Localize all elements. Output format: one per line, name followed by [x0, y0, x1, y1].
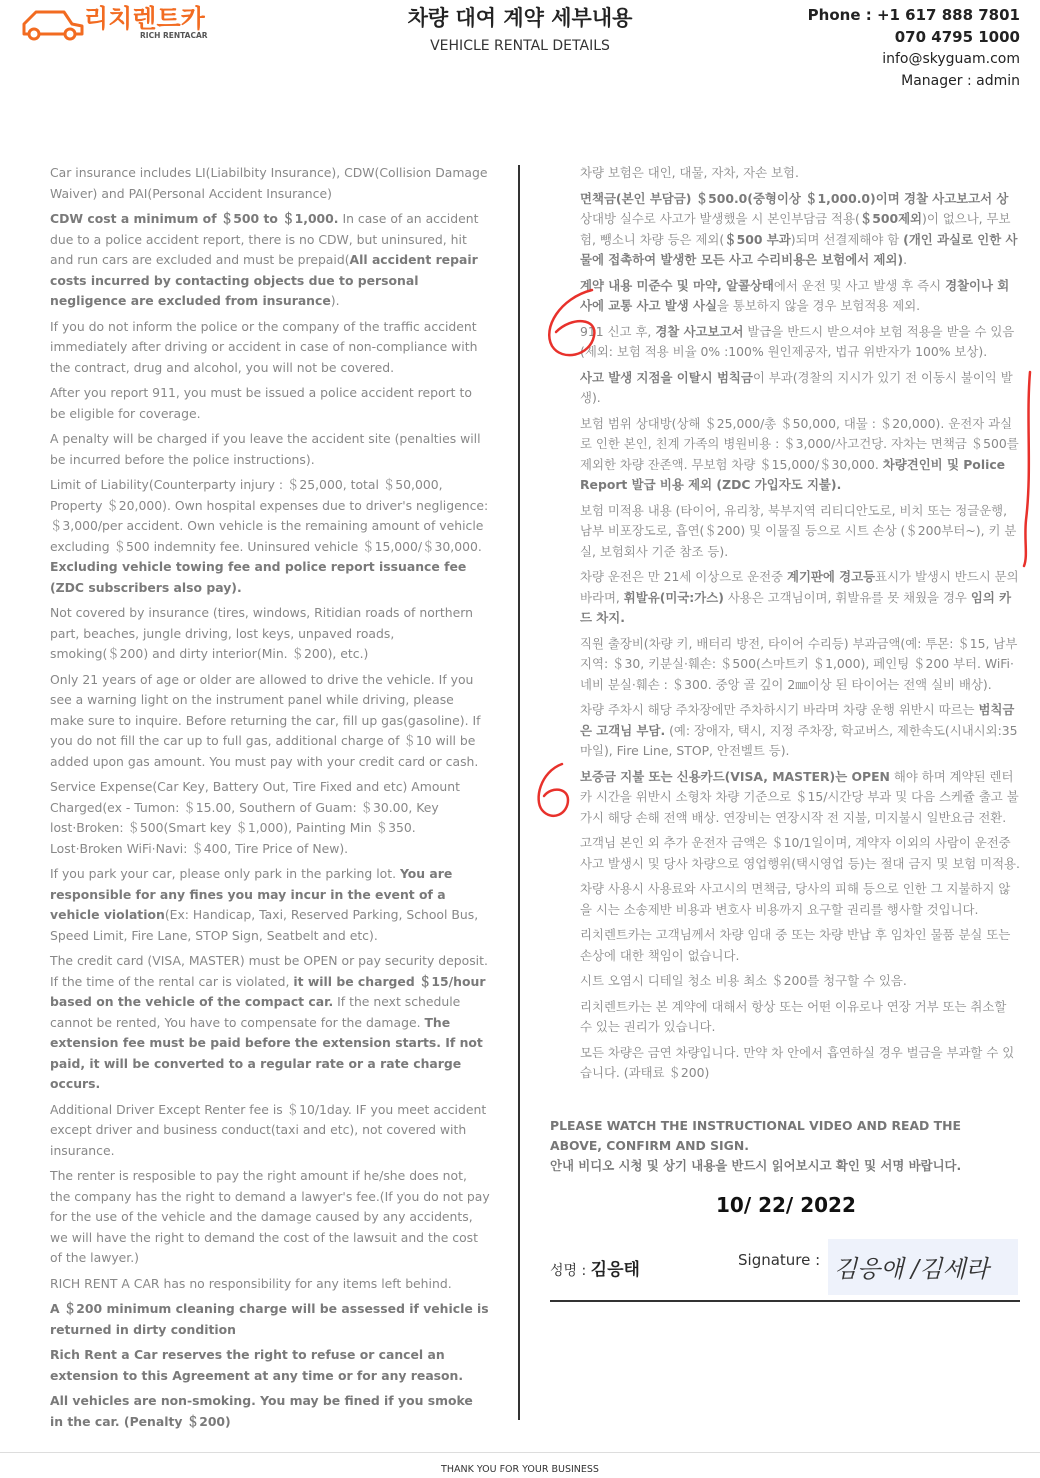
term-left-behind: RICH RENT A CAR has no responsibility for any items left behind. [50, 1275, 452, 1291]
contact-block [808, 4, 1020, 92]
logo-text-en: RICH RENTACAR [140, 31, 208, 40]
term-penalty: A penalty will be charged if you leave the accident site (penalties will be incurred before the police instructions). [50, 431, 481, 467]
term-ko-insurance: 차량 보험은 대인, 대물, 자차, 자손 보험. [580, 165, 799, 180]
term-ko-extension: 리치렌트카는 본 계약에 대해서 항상 또는 어떤 이유로나 연장 거부 또는 취소할 수 있는 권리가 있습니다. [580, 998, 1007, 1034]
terms-korean [580, 163, 1020, 1089]
term-ko-911: 911 신고 후, 경찰 사고보고서 발급을 반드시 받으셔야 보험 적용을 받을 수 있음(제외: 보험 적용 비율 0% :100% 원인제공자, 법규 위반자가 100% 보상). [580, 323, 1015, 359]
term-insurance: Car insurance includes LI(Liabilbity Insurance), CDW(Collision Damage Waiver) and PAI(Personal Accident Insurance) [50, 165, 488, 201]
signature-label: Signature : [738, 1251, 821, 1269]
email: info@skyguam.com [882, 51, 1020, 67]
term-non-smoking: All vehicles are non-smoking. You may be fined if you smoke in the car. (Penalty ＄200) [50, 1393, 473, 1429]
term-ko-noncompliance: 계약 내용 미준수 및 마약, 알콜상태에서 운전 및 사고 발생 후 즉시 경찰이나 회사에 교통 사고 발생 사실을 통보하지 않을 경우 보험적용 제외. [580, 277, 1010, 313]
term-ko-cleaning: 시트 오염시 디테일 청소 비용 최소 ＄200를 청구할 수 있음. [580, 973, 907, 988]
manager: Manager : admin [901, 73, 1020, 89]
term-ko-not-covered: 보험 미적용 내용 (타이어, 유리창, 북부지역 리티디안도로, 비치 또는 정글운행, 남부 비포장도로, 흡연(＄200) 및 이물질 등으로 시트 손상 (＄200부터~), 키 분실, 보험회사 기준 참조 등). [580, 502, 1017, 559]
logo-text-ko: 리치렌트카 [84, 4, 205, 33]
annotation-bracket [1024, 372, 1030, 566]
term-cdw: CDW cost a minimum of ＄500 to ＄1,000. In case of an accident due to a police accident report, there is no CDW, but uninsured, hit and run cars are excluded and must be prepaid(All accident repair costs incurred by contacting objects due to personal negligence are excluded from insurance). [50, 211, 479, 308]
handwritten-signature: 김응애 /김세라 [834, 1255, 989, 1283]
signer-name: 김응태 [590, 1260, 640, 1280]
term-additional-driver: Additional Driver Except Renter fee is ＄10/1day. IF you meet accident except driver and business conduct(taxi and etc), not covered with insurance. [50, 1101, 487, 1158]
term-cleaning: A ＄200 minimum cleaning charge will be assessed if vehicle is returned in dirty condition [50, 1301, 489, 1337]
term-ko-parking: 차량 주차시 해당 주차장에만 주차하시기 바라며 차량 운행 위반시 따르는 범칙금은 고객님 부담. (예: 장애자, 택시, 지정 주차장, 학교버스, 제한속도(시내시외:35마일), Fire Line, STOP, 안전벨트 등). [580, 702, 1018, 758]
name-label: 성명 : [550, 1263, 591, 1279]
phone-number-kr: 070 4795 1000 [894, 28, 1020, 46]
term-liability: Limit of Liability(Counterparty injury : ＄25,000, total ＄50,000, Property ＄20,000). Own hospital expenses due to driver's negligence: ＄3,000/per accident. Own vehicle is the remaining amount of vehicle excluding ＄500 indemnity fee. Uninsured vehicle ＄15,000/＄30,000. Excluding vehicle towing fee and police report issuance fee (ZDC subscribers also pay). [50, 477, 489, 595]
footer-text: THANK YOU FOR YOUR BUSINESS [441, 1464, 599, 1475]
name-field [550, 1255, 640, 1280]
term-ko-liability: 보험 범위 상대방(상해 ＄25,000/총 ＄50,000, 대물 : ＄20,000). 운전자 과실로 인한 본인, 친계 가족의 병원비용 : ＄3,000/사고건당. 자차는 면책금 ＄500를 제외한 차량 잔존액. 무보험 차량 ＄15,000/＄30,000. 차량견인비 및 Police Report 발급 비용 제외 (ZDC 가입자도 지불). [580, 415, 1019, 492]
term-ko-deposit: 보증금 지불 또는 신용카드(VISA, MASTER)는 OPEN 해야 하며 계약된 렌터카 시간을 위반시 소형차 차량 기준으로 ＄15/시간당 부과 및 다음 스케쥴 출고 불가시 해당 손해 전액 배상. 연장비는 연장시작 전 지불, 미지불시 일반요금 전환. [580, 768, 1019, 825]
term-lawyer-fee: The renter is resposible to pay the right amount if he/she does not, the company has the right to demand a lawyer's fee.(If you do not pay for the use of the vehicle and the damage caused by any accidents, we will have the right to demand the cost of the lawsuit and the cost of the lawyer.) [50, 1168, 490, 1265]
signature-row [550, 1245, 1020, 1299]
phone-number: Phone : +1 617 888 7801 [807, 6, 1020, 24]
term-ko-age-gas: 차량 운전은 만 21세 이상으로 운전중 계기판에 경고등표시가 발생시 반드시 문의 바라며, 휘발유(미국:가스) 사용은 고객님이며, 휘발유를 못 채웠을 경우 임의 카드 차지. [580, 569, 1019, 625]
term-ko-left-behind: 리치렌트카는 고객님께서 차량 임대 중 또는 차량 반납 후 임차인 물품 분실 또는 손상에 대한 책임이 없습니다. [580, 927, 1011, 963]
term-extension: Rich Rent a Car reserves the right to refuse or cancel an extension to this Agreement at any time or for any reason. [50, 1347, 464, 1383]
term-parking: If you park your car, please only park in the parking lot. You are responsible for any fines you may incur in the event of a vehicle violation(Ex: Handicap, Taxi, Reserved Parking, School Bus, Speed Limit, Fire Lane, STOP Sign, Seatbelt and etc). [50, 866, 479, 943]
term-age-gas: Only 21 years of age or older are allowed to drive the vehicle. If you see a warning light on the instrument panel while driving, please make sure to inquire. Before returning the car, fill up gas(gasoline). If you do not fill the car up to full gas, additional charge of ＄10 will be added upon gas amount. You must pay with your credit card or cash. [50, 671, 481, 769]
term-ko-penalty: 사고 발생 지점을 이탈시 범칙금이 부과(경찰의 지시가 있기 전 이동시 불이익 발생). [580, 369, 1013, 405]
signature-line [550, 1300, 1020, 1302]
document-title-en: VEHICLE RENTAL DETAILS [430, 38, 610, 54]
term-ko-additional-driver: 고객님 본인 외 추가 운전자 금액은 ＄10/1일이며, 계약자 이외의 사람이 운전중 사고 발생시 및 당사 차량으로 영업행위(택시영업 등)는 절대 금지 및 보험 미적용. [580, 835, 1020, 871]
term-ko-deductible: 면책금(본인 부담금) ＄500.0(중형이상 ＄1,000.0)이며 경찰 사고보고서 상 상대방 실수로 사고가 발생했을 시 본인부담금 적용(＄500제외)이 없으나, 무보험, 뺑소니 차량 등은 제외(＄500 부과)되며 선결제해야 함 (개인 과실로 인한 사물에 접촉하여 발생한 모든 사고 수리비용은 보험에서 제외). [580, 190, 1018, 267]
term-ko-non-smoking: 모든 차량은 금연 차량입니다. 만약 차 안에서 흡연하실 경우 벌금을 부과할 수 있습니다. (과태료 ＄200) [580, 1044, 1015, 1080]
sign-notice [550, 1116, 1010, 1176]
term-ko-lawsuit: 차량 사용시 사용료와 사고시의 면책금, 당사의 피해 등으로 인한 그 지불하지 않을 시는 소송제반 비용과 변호사 비용까지 요구할 권리를 행사할 것입니다. [580, 881, 1011, 917]
term-ko-service: 직원 출장비(차량 키, 배터리 방전, 타이어 수리등) 부과금액(예: 투몬: ＄15, 남부지역: ＄30, 키분실·훼손: ＄500(스마트키 ＄1,000), 페인팅 ＄200 부터. WiFi·네비 분실·훼손 : ＄300. 중앙 골 깊이 2㎜이상 된 타이어는 전액 실비 배상). [580, 635, 1018, 692]
contract-date: 10/ 22/ 2022 [716, 1193, 856, 1217]
term-not-covered: Not covered by insurance (tires, windows, Ritidian roads of northern part, beaches, jungle driving, lost keys, unpaved roads, smoking(＄200) and dirty interior(Min. ＄200), etc.) [50, 605, 473, 661]
document-title-ko: 차량 대여 계약 세부내용 [407, 6, 633, 30]
sign-notice-ko: 안내 비디오 시청 및 상기 내용을 반드시 읽어보시고 확인 및 서명 바랍니다. [550, 1158, 962, 1173]
terms-english [50, 163, 490, 1437]
term-credit-card: The credit card (VISA, MASTER) must be OPEN or pay security deposit. If the time of the rental car is violated, it will be charged ＄15/hour based on the vehicle of the compact car. If the next schedule cannot be rented, You have to compensate for the damage. The extension fee must be paid before the extension starts. If not paid, it will be converted to a regular rate or a rate charge occurs. [50, 953, 488, 1091]
sign-notice-en: PLEASE WATCH THE INSTRUCTIONAL VIDEO AND READ THE ABOVE, CONFIRM AND SIGN. [550, 1118, 961, 1153]
term-notify-police: If you do not inform the police or the company of the traffic accident immediately after driving or accident in case of non-compliance with the contract, drug and alcohol, you will not be covered. [50, 318, 478, 375]
signature-box[interactable] [828, 1239, 1018, 1295]
footer-rule [0, 1452, 1040, 1453]
term-service-expense: Service Expense(Car Key, Battery Out, Tire Fixed and etc) Amount Charged(ex - Tumon: ＄15.00, Southern of Guam: ＄30.00, Key lost·Broken: ＄500(Smart key ＄1,000), Painting Min ＄350. Lost·Broken WiFi·Navi: ＄400, Tire Price of New). [50, 779, 460, 856]
annotation-mark-6-bottom [539, 764, 568, 816]
term-911: After you report 911, you must be issued a police accident report to be eligible for coverage. [50, 385, 472, 421]
column-divider [518, 165, 520, 1420]
